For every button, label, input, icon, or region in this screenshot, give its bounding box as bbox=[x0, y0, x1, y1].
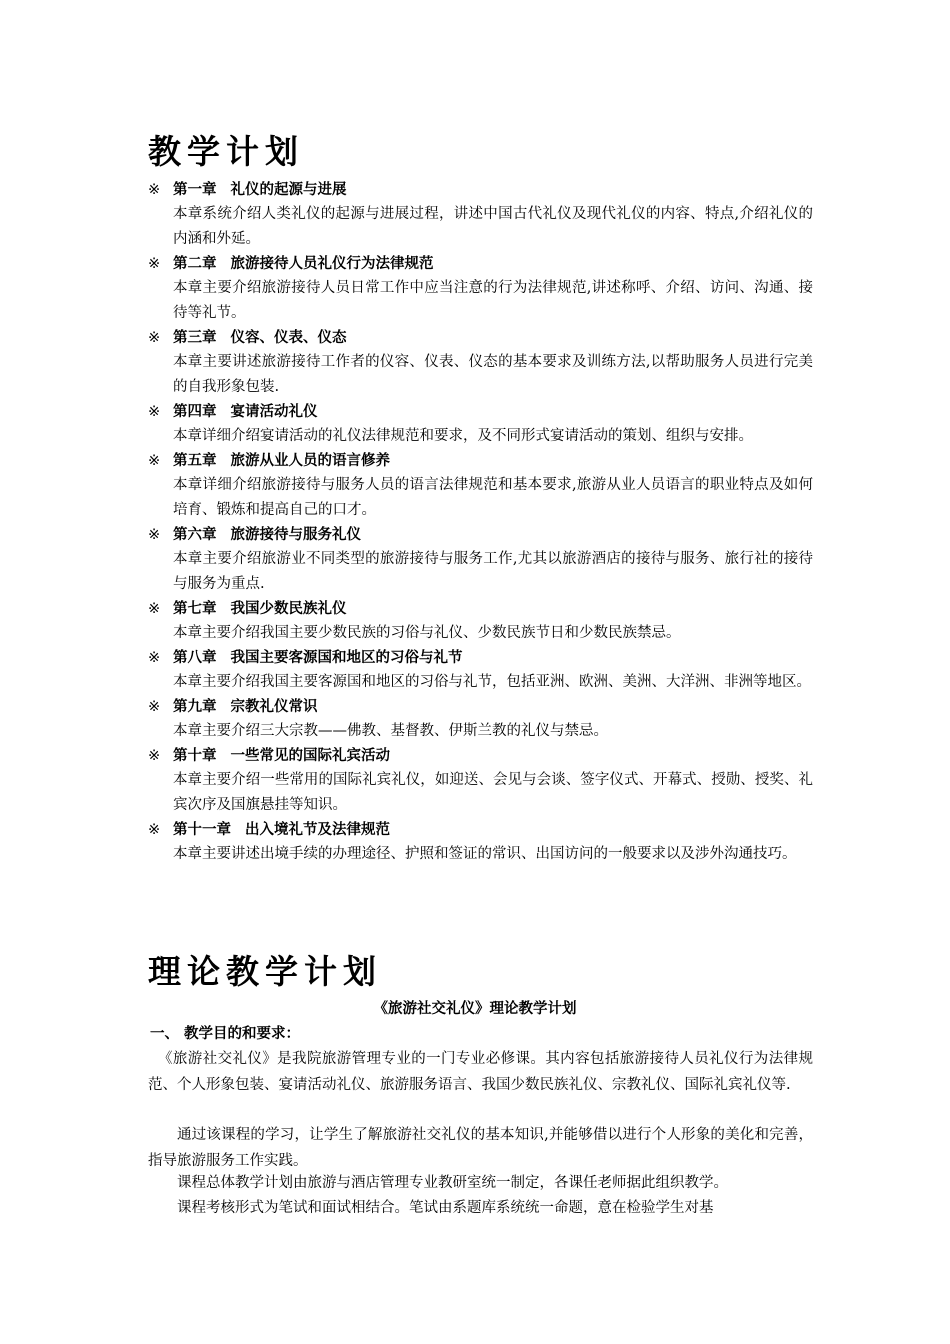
chapter-number: 第九章 bbox=[173, 699, 217, 715]
page-title: 教学计划 bbox=[148, 132, 304, 171]
chapter-item bbox=[148, 818, 828, 867]
chapter-item bbox=[148, 646, 828, 695]
body-paragraph: 课程总体教学计划由旅游与酒店管理专业教研室统一制定，各课任老师据此组织教学。 bbox=[177, 1175, 728, 1191]
body-paragraph: 《旅游社交礼仪》是我院旅游管理专业的一门专业必修课。其内容包括旅游接待人员礼仪行为法律规范、个人形象包装、宴请活动礼仪、旅游服务语言、我国少数民族礼仪、宗教礼仪、国际礼宾礼仪等. bbox=[148, 1051, 813, 1093]
chapter-number: 第七章 bbox=[173, 601, 217, 617]
reference-mark-icon: ※ bbox=[148, 182, 161, 198]
reference-mark-icon: ※ bbox=[148, 748, 161, 764]
chapter-description: 本章主要介绍我国主要少数民族的习俗与礼仪、少数民族节日和少数民族禁忌。 bbox=[173, 625, 681, 641]
chapter-number: 第五章 bbox=[173, 453, 217, 469]
chapter-heading bbox=[148, 818, 828, 842]
chapter-item bbox=[148, 400, 828, 449]
chapter-title: 宴请活动礼仪 bbox=[230, 404, 318, 420]
body-paragraph: 通过该课程的学习，让学生了解旅游社交礼仪的基本知识,并能够借以进行个人形象的美化和完善，指导旅游服务工作实践。 bbox=[148, 1127, 813, 1169]
reference-mark-icon: ※ bbox=[148, 330, 161, 346]
chapter-description: 本章主要介绍一些常用的国际礼宾礼仪，如迎送、会见与会谈、签字仪式、开幕式、授勋、授奖、礼宾次序及国旗悬挂等知识。 bbox=[173, 772, 813, 813]
chapter-item bbox=[148, 178, 828, 252]
chapter-description: 本章主要介绍旅游业不同类型的旅游接待与服务工作,尤其以旅游酒店的接待与服务、旅行社的接待与服务为重点. bbox=[173, 551, 813, 592]
reference-mark-icon: ※ bbox=[148, 650, 161, 666]
chapter-description: 本章主要讲述出境手续的办理途径、护照和签证的常识、出国访问的一般要求以及涉外沟通技巧。 bbox=[173, 846, 797, 862]
chapter-number: 第三章 bbox=[173, 330, 217, 346]
chapter-heading bbox=[148, 252, 828, 276]
chapter-item bbox=[148, 695, 828, 744]
chapter-heading bbox=[148, 178, 828, 202]
chapter-title: 旅游从业人员的语言修养 bbox=[230, 453, 390, 469]
chapter-number: 第十章 bbox=[173, 748, 217, 764]
chapter-title: 出入境礼节及法律规范 bbox=[245, 822, 390, 838]
reference-mark-icon: ※ bbox=[148, 822, 161, 838]
chapter-item bbox=[148, 597, 828, 646]
chapter-number: 第十一章 bbox=[173, 822, 231, 838]
chapter-title: 旅游接待人员礼仪行为法律规范 bbox=[230, 256, 434, 272]
chapter-description: 本章详细介绍旅游接待与服务人员的语言法律规范和基本要求,旅游从业人员语言的职业特点及如何培育、锻炼和提高自己的口才。 bbox=[173, 477, 813, 518]
reference-mark-icon: ※ bbox=[148, 256, 161, 272]
chapter-item bbox=[148, 326, 828, 400]
chapter-item bbox=[148, 523, 828, 597]
reference-mark-icon: ※ bbox=[148, 453, 161, 469]
chapter-heading bbox=[148, 523, 828, 547]
chapter-item bbox=[148, 449, 828, 523]
chapter-heading bbox=[148, 597, 828, 621]
reference-mark-icon: ※ bbox=[148, 404, 161, 420]
chapter-description: 本章主要讲述旅游接待工作者的仪容、仪表、仪态的基本要求及训练方法,以帮助服务人员进行完美的自我形象包装. bbox=[173, 354, 813, 395]
chapter-heading bbox=[148, 646, 828, 670]
objectives-heading: 一、 教学目的和要求： bbox=[150, 1026, 301, 1042]
chapter-description: 本章主要介绍三大宗教——佛教、基督教、伊斯兰教的礼仪与禁忌。 bbox=[173, 723, 608, 739]
chapter-description: 本章详细介绍宴请活动的礼仪法律规范和要求，及不同形式宴请活动的策划、组织与安排。 bbox=[173, 428, 753, 444]
chapter-title: 仪容、仪表、仪态 bbox=[230, 330, 347, 346]
chapter-number: 第四章 bbox=[173, 404, 217, 420]
chapter-title: 一些常见的国际礼宾活动 bbox=[230, 748, 390, 764]
chapter-title: 礼仪的起源与进展 bbox=[230, 182, 347, 198]
reference-mark-icon: ※ bbox=[148, 699, 161, 715]
plan-subtitle: 《旅游社交礼仪》理论教学计划 bbox=[373, 1001, 577, 1017]
chapter-heading bbox=[148, 449, 828, 473]
chapter-title: 我国少数民族礼仪 bbox=[230, 601, 347, 617]
chapter-number: 第八章 bbox=[173, 650, 217, 666]
chapter-title: 旅游接待与服务礼仪 bbox=[230, 527, 361, 543]
chapter-title: 我国主要客源国和地区的习俗与礼节 bbox=[230, 650, 463, 666]
reference-mark-icon: ※ bbox=[148, 527, 161, 543]
chapter-description: 本章主要介绍我国主要客源国和地区的习俗与礼节，包括亚洲、欧洲、美洲、大洋洲、非洲等地区。 bbox=[173, 674, 811, 690]
chapter-list bbox=[148, 178, 828, 867]
body-paragraph: 课程考核形式为笔试和面试相结合。笔试由系题库系统统一命题，意在检验学生对基 bbox=[177, 1200, 714, 1216]
chapter-description: 本章主要介绍旅游接待人员日常工作中应当注意的行为法律规范,讲述称呼、介绍、访问、沟通、接待等礼节。 bbox=[173, 280, 813, 321]
chapter-number: 第二章 bbox=[173, 256, 217, 272]
chapter-heading bbox=[148, 326, 828, 350]
chapter-heading bbox=[148, 695, 828, 719]
reference-mark-icon: ※ bbox=[148, 601, 161, 617]
chapter-item bbox=[148, 252, 828, 326]
chapter-number: 第六章 bbox=[173, 527, 217, 543]
chapter-item bbox=[148, 744, 828, 818]
section-title: 理论教学计划 bbox=[148, 952, 382, 991]
chapter-heading bbox=[148, 744, 828, 768]
chapter-heading bbox=[148, 400, 828, 424]
chapter-title: 宗教礼仪常识 bbox=[230, 699, 318, 715]
chapter-number: 第一章 bbox=[173, 182, 217, 198]
chapter-description: 本章系统介绍人类礼仪的起源与进展过程，讲述中国古代礼仪及现代礼仪的内容、特点,介绍礼仪的内涵和外延。 bbox=[173, 206, 813, 247]
